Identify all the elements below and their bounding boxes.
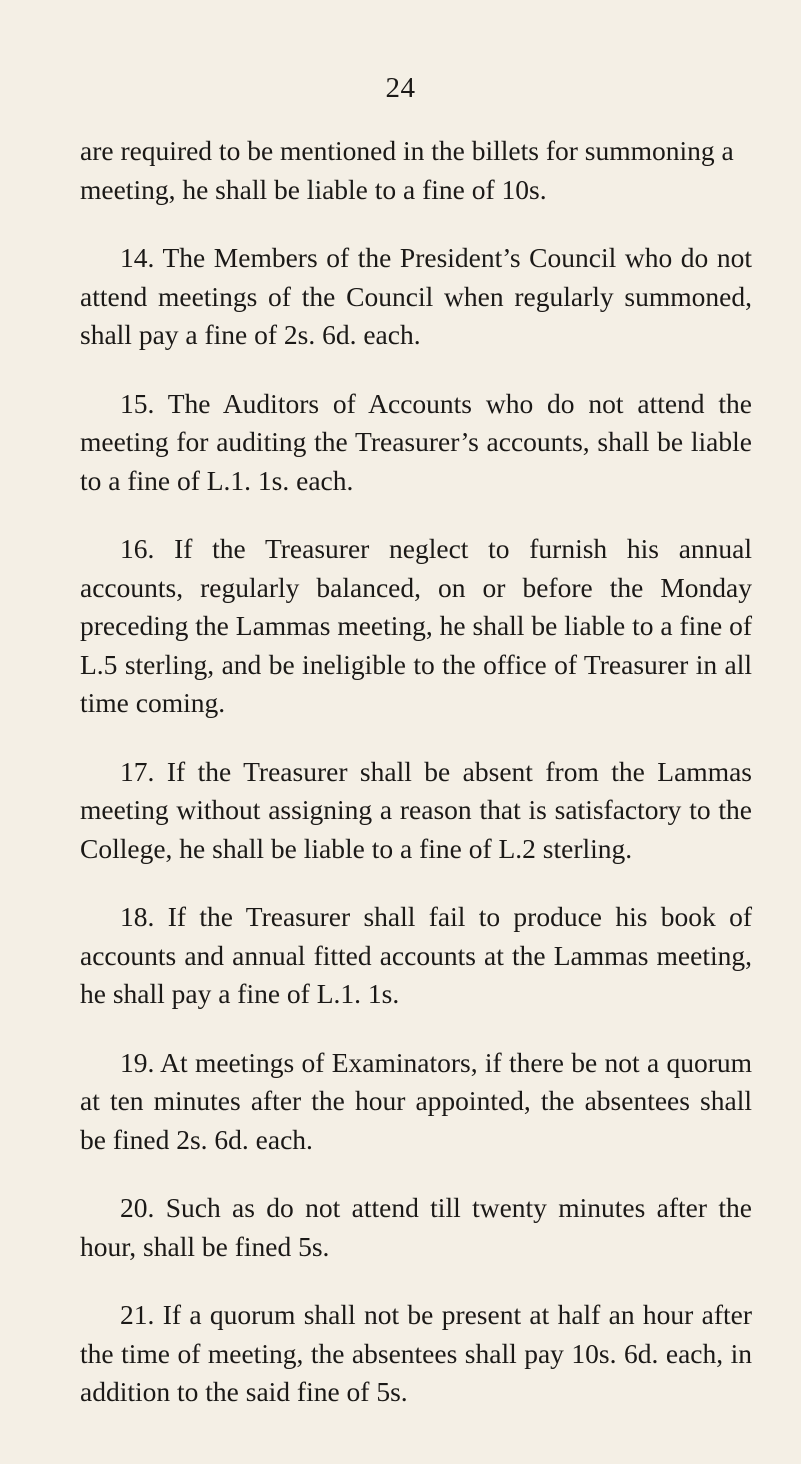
paragraph-17 bbox=[80, 753, 752, 869]
paragraph-number: 19. bbox=[120, 1046, 155, 1078]
paragraph-text: If the Treasurer shall be absent from the Lammas meeting without assigning a reason that is satisfactory to the College, he shall be liable to a fine of L.2 sterling. bbox=[80, 755, 752, 864]
paragraph-number: 16. bbox=[120, 533, 155, 564]
paragraph-number: 21. bbox=[120, 1299, 155, 1330]
paragraph-text: If the Treasurer shall fail to produce his book of accounts and annual fitted accounts at the Lammas meeting, he shall pay a fine of L.1. 1s. bbox=[80, 901, 752, 1009]
paragraph-16 bbox=[80, 530, 752, 723]
paragraph-21 bbox=[80, 1296, 752, 1412]
paragraph-18 bbox=[80, 898, 752, 1014]
paragraph-14 bbox=[80, 239, 752, 355]
paragraph-continuation bbox=[80, 132, 752, 209]
paragraph-text: If a quorum shall not be present at half an hour after the time of meeting, the absentees shall pay 10s. 6d. each, in addition to the said fine of 5s. bbox=[80, 1299, 753, 1407]
paragraph-text: are required to be mentioned in the billets for summoning a meeting, he shall be liable to a fine of 10s. bbox=[80, 135, 734, 205]
body-text bbox=[80, 132, 752, 1442]
paragraph-19 bbox=[80, 1044, 752, 1160]
paragraph-number: 20. bbox=[120, 1192, 155, 1223]
paragraph-number: 15. bbox=[120, 387, 155, 419]
paragraph-number: 14. bbox=[120, 242, 155, 273]
paragraph-text: At meetings of Examinators, if there be not a quorum at ten minutes after the hour appointed, the absentees shall be fined 2s. 6d. each. bbox=[80, 1046, 752, 1155]
paragraph-20 bbox=[80, 1189, 752, 1266]
paragraph-text: Such as do not attend till twenty minutes after the hour, shall be fined 5s. bbox=[80, 1192, 752, 1262]
paragraph-15 bbox=[80, 385, 752, 501]
paragraph-text: The Auditors of Accounts who do not attend the meeting for auditing the Treasurer’s accounts, shall be liable to a fine of L.1. 1s. each. bbox=[80, 387, 752, 496]
page-number: 24 bbox=[385, 72, 416, 104]
paragraph-text: If the Treasurer neglect to furnish his annual accounts, regularly balanced, on or before the Monday preceding the Lammas meeting, he shall be liable to a fine of L.5 sterling, and be ineligible to the office of Treasurer in all time coming. bbox=[80, 533, 752, 718]
paragraph-number: 18. bbox=[120, 901, 155, 932]
paragraph-text: The Members of the President’s Council who do not attend meetings of the Council when regularly summoned, shall pay a fine of 2s. 6d. each. bbox=[80, 242, 752, 350]
paragraph-number: 17. bbox=[120, 755, 155, 787]
